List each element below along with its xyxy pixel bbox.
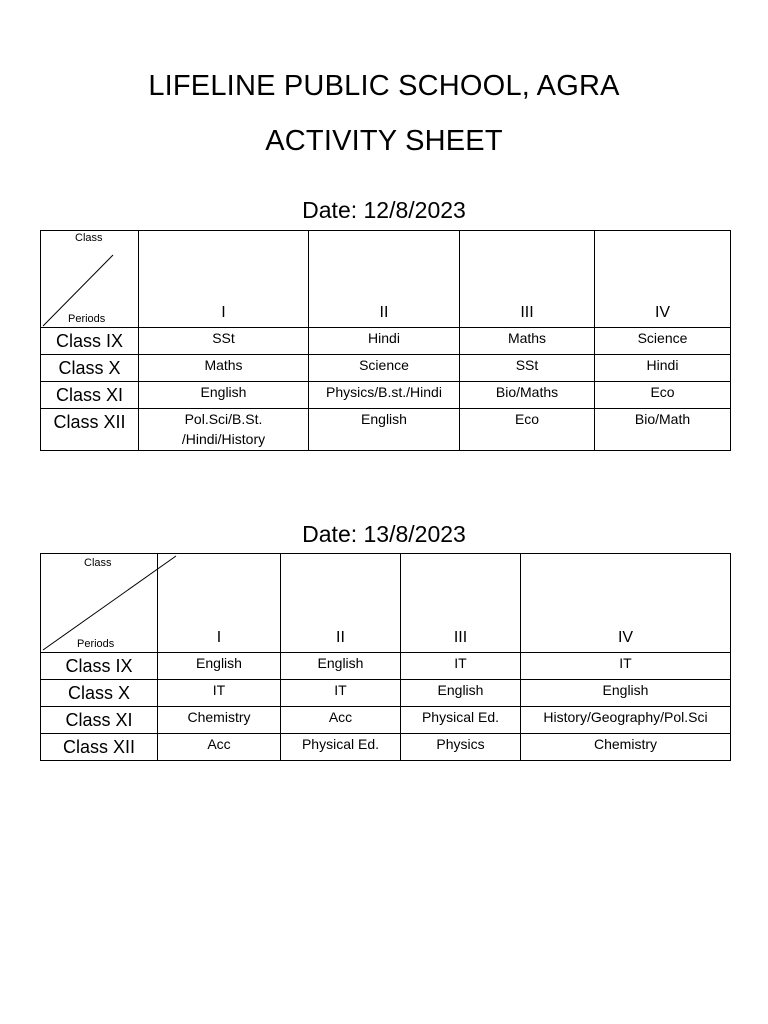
subject-cell: Physical Ed. [401, 707, 521, 734]
subject-cell: IT [158, 680, 281, 707]
subject-cell: Pol.Sci/B.St. /Hindi/History [139, 409, 309, 451]
subject-cell: Chemistry [521, 734, 731, 761]
period-header: II [281, 554, 401, 653]
class-label: Class XI [41, 707, 158, 734]
subject-cell: IT [281, 680, 401, 707]
subject-cell: English [281, 653, 401, 680]
subject-cell: English [521, 680, 731, 707]
subject-cell: SSt [460, 355, 595, 382]
subject-cell: Hindi [309, 328, 460, 355]
subject-cell: Hindi [595, 355, 731, 382]
class-label: Class X [41, 355, 139, 382]
schedule-date: Date: 12/8/2023 [302, 197, 466, 223]
table-row [41, 409, 731, 451]
corner-periods-label: Periods [77, 638, 115, 650]
period-header: II [309, 231, 460, 328]
corner-class-label: Class [84, 557, 112, 569]
table-row [41, 680, 731, 707]
table-row [41, 328, 731, 355]
subject-cell: IT [521, 653, 731, 680]
subject-cell: English [309, 409, 460, 451]
subject-cell: Maths [460, 328, 595, 355]
subject-cell: History/Geography/Pol.Sci [521, 707, 731, 734]
class-label: Class IX [41, 653, 158, 680]
period-header: IV [595, 231, 731, 328]
subject-cell: Science [309, 355, 460, 382]
subject-cell: English [158, 653, 281, 680]
table-row [41, 382, 731, 409]
header-corner-cell [41, 231, 139, 328]
subject-cell: English [401, 680, 521, 707]
subject-cell: Physics/B.st./Hindi [309, 382, 460, 409]
class-label: Class IX [41, 328, 139, 355]
class-label: Class XII [41, 734, 158, 761]
subject-cell: Eco [460, 409, 595, 451]
corner-periods-label: Periods [68, 313, 106, 325]
schedule-date: Date: 13/8/2023 [302, 521, 466, 547]
subject-cell: Bio/Maths [460, 382, 595, 409]
subject-cell: Maths [139, 355, 309, 382]
subject-cell: Eco [595, 382, 731, 409]
period-header: III [401, 554, 521, 653]
table-row [41, 734, 731, 761]
subject-cell: Science [595, 328, 731, 355]
subject-cell: IT [401, 653, 521, 680]
period-header: I [158, 554, 281, 653]
class-label: Class XI [41, 382, 139, 409]
subject-cell: Physical Ed. [281, 734, 401, 761]
class-label: Class X [41, 680, 158, 707]
sheet-title: ACTIVITY SHEET [265, 125, 503, 157]
school-name: LIFELINE PUBLIC SCHOOL, AGRA [148, 70, 620, 102]
subject-cell: Acc [281, 707, 401, 734]
table-row [41, 355, 731, 382]
subject-cell: Acc [158, 734, 281, 761]
schedule-table [40, 553, 731, 761]
period-header: III [460, 231, 595, 328]
subject-cell: Chemistry [158, 707, 281, 734]
table-row [41, 653, 731, 680]
subject-cell: Bio/Math [595, 409, 731, 451]
header-corner-cell [41, 554, 158, 653]
subject-cell: Physics [401, 734, 521, 761]
period-header: I [139, 231, 309, 328]
period-header: IV [521, 554, 731, 653]
subject-cell: SSt [139, 328, 309, 355]
corner-class-label: Class [75, 232, 103, 244]
subject-cell: English [139, 382, 309, 409]
schedule-table [40, 230, 731, 451]
table-row [41, 707, 731, 734]
class-label: Class XII [41, 409, 139, 451]
